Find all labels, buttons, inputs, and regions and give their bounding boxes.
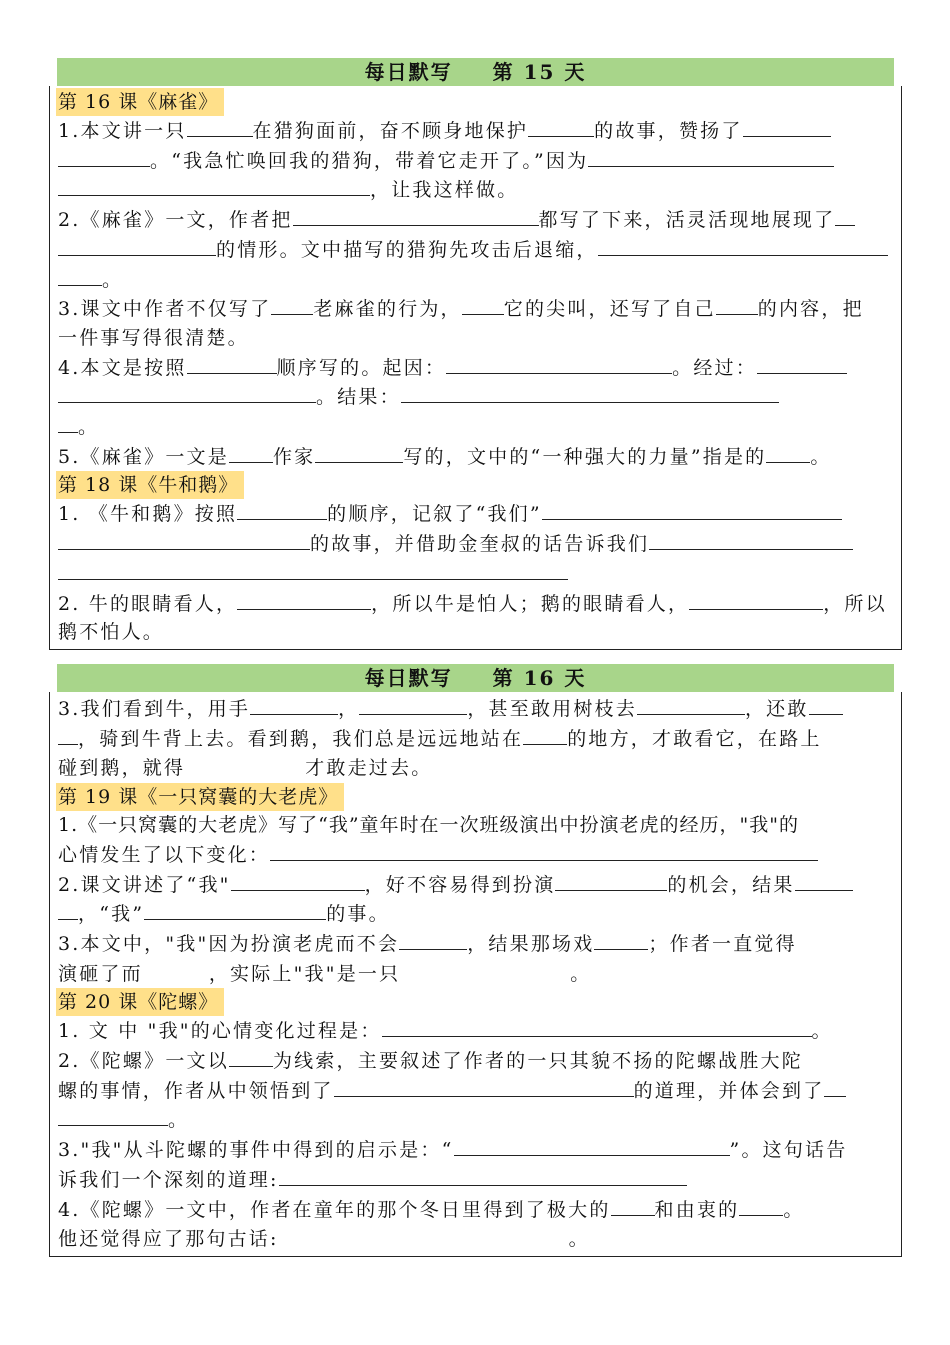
l20-q4-line2: 他还觉得应了那句古话: 。	[58, 1224, 895, 1254]
answer-blank[interactable]	[58, 265, 102, 286]
answer-blank[interactable]	[637, 694, 745, 715]
answer-blank[interactable]	[58, 175, 370, 196]
answer-blank[interactable]	[382, 1016, 812, 1037]
day16-header	[57, 664, 894, 692]
answer-blank[interactable]	[144, 899, 326, 920]
answer-blank[interactable]	[400, 959, 570, 980]
answer-blank[interactable]	[795, 870, 853, 891]
lesson18-heading: 第 18 课《牛和鹅》	[56, 471, 244, 499]
l18-q2-line1: 2. 牛的眼睛看人， ，所以牛是怕人；鹅的眼睛看人， ，所以	[58, 589, 895, 619]
day15-content	[49, 86, 902, 650]
l20-q2-line2: 螺的事情，作者从中领悟到了 的道理，并体会到了	[58, 1076, 895, 1106]
answer-blank[interactable]	[58, 382, 316, 403]
answer-blank[interactable]	[58, 559, 568, 580]
l19-q3-line1: 3.本文中，"我"因为扮演老虎而不会 ，结果那场戏 ；作者一直觉得	[58, 929, 895, 959]
l18-q3-line3: 碰到鹅，就得 才敢走过去。	[58, 753, 895, 783]
answer-blank[interactable]	[279, 1165, 687, 1186]
answer-blank[interactable]	[528, 116, 594, 137]
answer-blank[interactable]	[185, 753, 305, 774]
lesson16-heading: 第 16 课《麻雀》	[56, 88, 224, 116]
l19-q1-line2: 心情发生了以下变化：	[58, 840, 895, 870]
l18-q3-line1: 3.我们看到牛，用手 ， ，甚至敢用树枝去 ，还敢	[58, 694, 895, 724]
answer-blank[interactable]	[649, 529, 853, 550]
l18-q1-line3	[58, 559, 895, 589]
l19-q3-line2: 演砸了而 ，实际上"我"是一只 。	[58, 959, 895, 989]
answer-blank[interactable]	[689, 589, 823, 610]
l16-q2-line3: 。	[58, 265, 895, 295]
answer-blank[interactable]	[237, 589, 371, 610]
day15-day: 第 15 天	[492, 60, 587, 84]
answer-blank[interactable]	[58, 529, 310, 550]
answer-blank[interactable]	[143, 959, 209, 980]
answer-blank[interactable]	[315, 442, 403, 463]
answer-blank[interactable]	[58, 899, 78, 920]
l16-q1-line2: 。“我急忙唤回我的猎狗，带着它走开了。”因为	[58, 146, 895, 176]
worksheet-day15	[49, 58, 902, 650]
day15-title: 每日默写	[364, 60, 453, 84]
answer-blank[interactable]	[446, 353, 672, 374]
answer-blank[interactable]	[237, 499, 327, 520]
answer-blank[interactable]	[716, 294, 758, 315]
day16-title: 每日默写	[364, 666, 453, 690]
l18-q1-line1: 1. 《牛和鹅》按照 的顺序，记叙了“我们”	[58, 499, 895, 529]
answer-blank[interactable]	[594, 929, 648, 950]
answer-blank[interactable]	[598, 235, 888, 256]
answer-blank[interactable]	[739, 1195, 783, 1216]
answer-blank[interactable]	[250, 694, 338, 715]
l16-q4-line2: 。结果：	[58, 382, 895, 412]
answer-blank[interactable]	[229, 1046, 273, 1067]
l20-q4-line1: 4.《陀螺》一文中，作者在童年的那个冬日里得到了极大的 和由衷的 。	[58, 1195, 895, 1225]
day16-content	[49, 692, 902, 1257]
l20-q3-line1: 3."我"从斗陀螺的事件中得到的启示是：“ ”。这句话告	[58, 1135, 895, 1165]
answer-blank[interactable]	[334, 1076, 634, 1097]
answer-blank[interactable]	[231, 870, 365, 891]
l16-q4-line1: 4.本文是按照 顺序写的。起因： 。经过：	[58, 353, 895, 383]
answer-blank[interactable]	[271, 294, 313, 315]
l20-q2-line3: 。	[58, 1105, 895, 1135]
answer-blank[interactable]	[611, 1195, 655, 1216]
answer-blank[interactable]	[229, 442, 273, 463]
l19-q2-line1: 2.课文讲述了“我" ，好不容易得到扮演 的机会，结果	[58, 870, 895, 900]
l18-q2-line2: 鹅不怕人。	[58, 621, 165, 644]
l16-q3-line1: 3.课文中作者不仅写了 老麻雀的行为， 它的尖叫，还写了自己 的内容，把	[58, 294, 895, 324]
l16-q3-line2: 一件事写得很清楚。	[58, 326, 249, 349]
answer-blank[interactable]	[588, 146, 834, 167]
l19-q1-line1: 1.《一只窝囊的大老虎》写了“我”童年时在一次班级演出中扮演老虎的经历，"我"的	[58, 814, 800, 837]
lesson20-heading: 第 20 课《陀螺》	[56, 988, 224, 1016]
lesson19-heading: 第 19 课《一只窝囊的大老虎》	[56, 783, 344, 811]
answer-blank[interactable]	[58, 724, 78, 745]
answer-blank[interactable]	[542, 499, 842, 520]
answer-blank[interactable]	[359, 694, 467, 715]
answer-blank[interactable]	[462, 294, 504, 315]
answer-blank[interactable]	[757, 353, 847, 374]
day16-day: 第 16 天	[492, 666, 587, 690]
answer-blank[interactable]	[279, 1224, 569, 1245]
answer-blank[interactable]	[293, 205, 539, 226]
answer-blank[interactable]	[835, 205, 855, 226]
answer-blank[interactable]	[58, 412, 78, 433]
answer-blank[interactable]	[555, 870, 667, 891]
l16-q2-line2: 的情形。文中描写的猎狗先攻击后退缩，	[58, 235, 895, 265]
answer-blank[interactable]	[454, 1135, 730, 1156]
l16-q5-line1: 5.《麻雀》一文是 作家 写的，文中的“一种强大的力量”指是的 。	[58, 442, 895, 472]
answer-blank[interactable]	[399, 929, 467, 950]
answer-blank[interactable]	[58, 146, 150, 167]
l18-q1-line2: 的故事，并借助金奎叔的话告诉我们	[58, 529, 895, 559]
day15-header	[57, 58, 894, 86]
answer-blank[interactable]	[523, 724, 567, 745]
answer-blank[interactable]	[58, 1105, 168, 1126]
l16-q4-line3: 。	[58, 412, 895, 442]
l20-q2-line1: 2.《陀螺》一文以 为线索，主要叙述了作者的一只其貌不扬的陀螺战胜大陀	[58, 1046, 895, 1076]
answer-blank[interactable]	[743, 116, 831, 137]
l16-q1-line1: 1.本文讲一只 在猎狗面前，奋不顾身地保护 的故事，赞扬了	[58, 116, 895, 146]
l19-q2-line2: ，“我” 的事。	[58, 899, 895, 929]
l16-q2-line1: 2.《麻雀》一文，作者把 都写了下来，活灵活现地展现了	[58, 205, 895, 235]
answer-blank[interactable]	[809, 694, 843, 715]
answer-blank[interactable]	[401, 382, 779, 403]
l16-q1-line3: ，让我这样做。	[58, 175, 895, 205]
answer-blank[interactable]	[187, 116, 253, 137]
answer-blank[interactable]	[270, 840, 818, 861]
answer-blank[interactable]	[187, 353, 277, 374]
answer-blank[interactable]	[58, 235, 216, 256]
l20-q3-line2: 诉我们一个深刻的道理:	[58, 1165, 895, 1195]
worksheet-day16	[49, 664, 902, 1257]
answer-blank[interactable]	[766, 442, 810, 463]
l18-q3-line2: ，骑到牛背上去。看到鹅，我们总是远远地站在 的地方，才敢看它，在路上	[58, 724, 895, 754]
l20-q1-line1: 1. 文 中 "我"的心情变化过程是： 。	[58, 1016, 895, 1046]
answer-blank[interactable]	[824, 1076, 846, 1097]
